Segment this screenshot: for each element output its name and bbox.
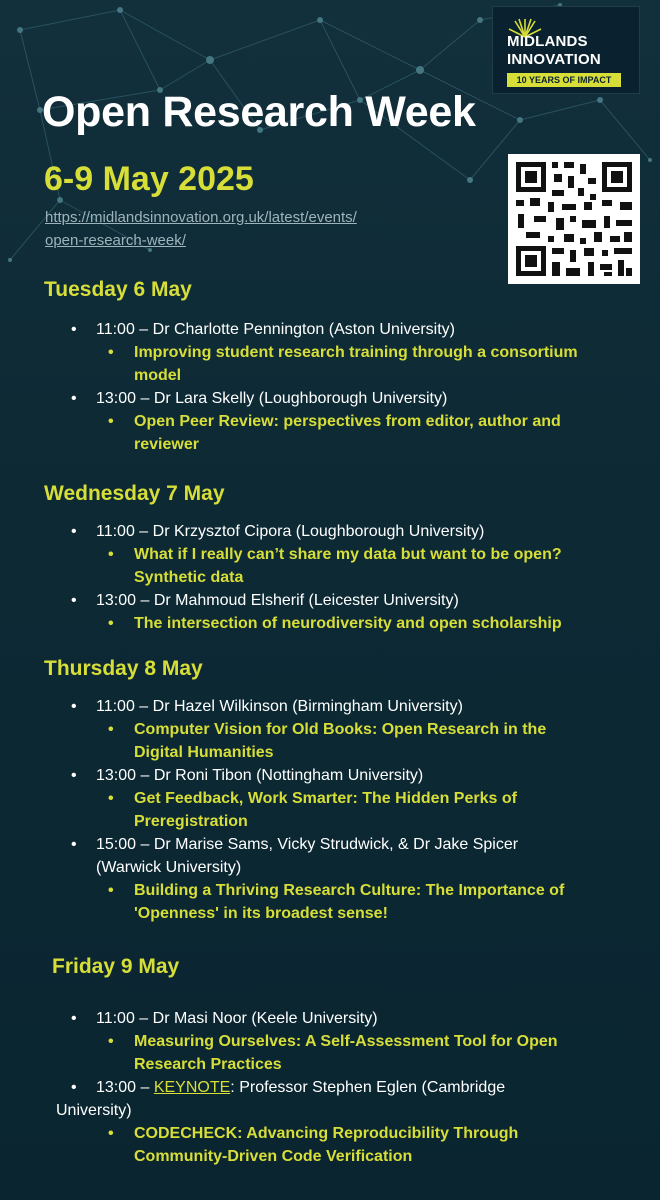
talk-speaker: • 11:00 – Dr Masi Noor (Keele University) bbox=[0, 1007, 660, 1030]
day-heading: Wednesday 7 May bbox=[44, 482, 225, 505]
topic-line: reviewer bbox=[134, 436, 199, 453]
keynote-link[interactable]: KEYNOTE bbox=[153, 1079, 231, 1096]
talk-topic bbox=[0, 612, 660, 635]
talk-topic bbox=[0, 410, 660, 456]
talk-item bbox=[0, 1076, 660, 1168]
talk-item bbox=[0, 764, 660, 833]
talk-item bbox=[0, 589, 660, 635]
talk-speaker: • 13:00 – Dr Roni Tibon (Nottingham University) bbox=[0, 764, 660, 787]
speaker-line: 15:00 – Dr Marise Sams, Vicky Strudwick, & Dr Jake Spicer bbox=[96, 836, 519, 853]
talk-item bbox=[0, 695, 660, 764]
speaker-time: 13:00 – bbox=[96, 1079, 154, 1096]
talk-topic bbox=[0, 718, 660, 764]
topic-line: Measuring Ourselves: A Self-Assessment Tool for Open bbox=[134, 1033, 558, 1050]
talk-topic bbox=[0, 1030, 660, 1076]
talk-speaker bbox=[0, 1076, 660, 1122]
event-dates: 6-9 May 2025 bbox=[44, 160, 254, 198]
page-title: Open Research Week bbox=[42, 88, 476, 136]
talk-item bbox=[0, 520, 660, 589]
talk-list bbox=[0, 520, 660, 635]
logo-line-1: MIDLANDS bbox=[507, 33, 588, 50]
topic-line: Get Feedback, Work Smarter: The Hidden Perks of bbox=[134, 790, 517, 807]
talk-topic bbox=[0, 341, 660, 387]
event-url-link[interactable] bbox=[45, 206, 465, 252]
talk-item bbox=[0, 387, 660, 456]
event-url-line-2: open-research-week/ bbox=[45, 232, 186, 249]
talk-speaker: • 11:00 – Dr Charlotte Pennington (Aston University) bbox=[0, 318, 660, 341]
day-heading: Tuesday 6 May bbox=[44, 278, 192, 301]
talk-topic bbox=[0, 1122, 660, 1168]
topic-line: Building a Thriving Research Culture: The Importance of bbox=[134, 882, 565, 899]
talk-speaker: • 11:00 – Dr Hazel Wilkinson (Birmingham University) bbox=[0, 695, 660, 718]
topic-line: 'Openness' in its broadest sense! bbox=[134, 905, 388, 922]
talk-item bbox=[0, 1007, 660, 1076]
talk-list bbox=[0, 695, 660, 925]
topic-line: Digital Humanities bbox=[134, 744, 274, 761]
day-heading: Friday 9 May bbox=[52, 955, 180, 978]
talk-item bbox=[0, 833, 660, 925]
topic-line: Improving student research training through a consortium bbox=[134, 344, 578, 361]
logo-line-2: INNOVATION bbox=[507, 51, 601, 68]
logo-tagline: 10 YEARS OF IMPACT bbox=[507, 73, 621, 87]
topic-line: Computer Vision for Old Books: Open Research in the bbox=[134, 721, 547, 738]
talk-topic bbox=[0, 879, 660, 925]
topic-line: CODECHECK: Advancing Reproducibility Through bbox=[134, 1125, 519, 1142]
midlands-innovation-logo bbox=[492, 6, 640, 94]
talk-speaker: • 13:00 – Dr Mahmoud Elsherif (Leicester University) bbox=[0, 589, 660, 612]
talk-topic bbox=[0, 787, 660, 833]
talk-item bbox=[0, 318, 660, 387]
day-heading: Thursday 8 May bbox=[44, 657, 203, 680]
qr-code-icon[interactable] bbox=[508, 154, 640, 284]
topic-line: Research Practices bbox=[134, 1056, 282, 1073]
topic-line: model bbox=[134, 367, 182, 384]
talk-speaker: • 11:00 – Dr Krzysztof Cipora (Loughborough University) bbox=[0, 520, 660, 543]
topic-line: What if I really can’t share my data but want to be open? bbox=[134, 546, 562, 563]
speaker-line: (Warwick University) bbox=[96, 859, 242, 876]
topic-line: The intersection of neurodiversity and open scholarship bbox=[134, 615, 562, 632]
speaker-name: : Professor Stephen Eglen (Cambridge bbox=[230, 1079, 506, 1096]
talk-list bbox=[0, 1007, 660, 1168]
talk-speaker bbox=[0, 833, 660, 879]
topic-line: Preregistration bbox=[134, 813, 248, 830]
talk-speaker: • 13:00 – Dr Lara Skelly (Loughborough University) bbox=[0, 387, 660, 410]
topic-line: Open Peer Review: perspectives from editor, author and bbox=[134, 413, 561, 430]
talk-list bbox=[0, 318, 660, 456]
topic-line: Synthetic data bbox=[134, 569, 244, 586]
talk-topic bbox=[0, 543, 660, 589]
topic-line: Community-Driven Code Verification bbox=[134, 1148, 413, 1165]
event-url-line-1: https://midlandsinnovation.org.uk/latest/events/ bbox=[45, 209, 357, 226]
speaker-line: University) bbox=[56, 1102, 132, 1119]
